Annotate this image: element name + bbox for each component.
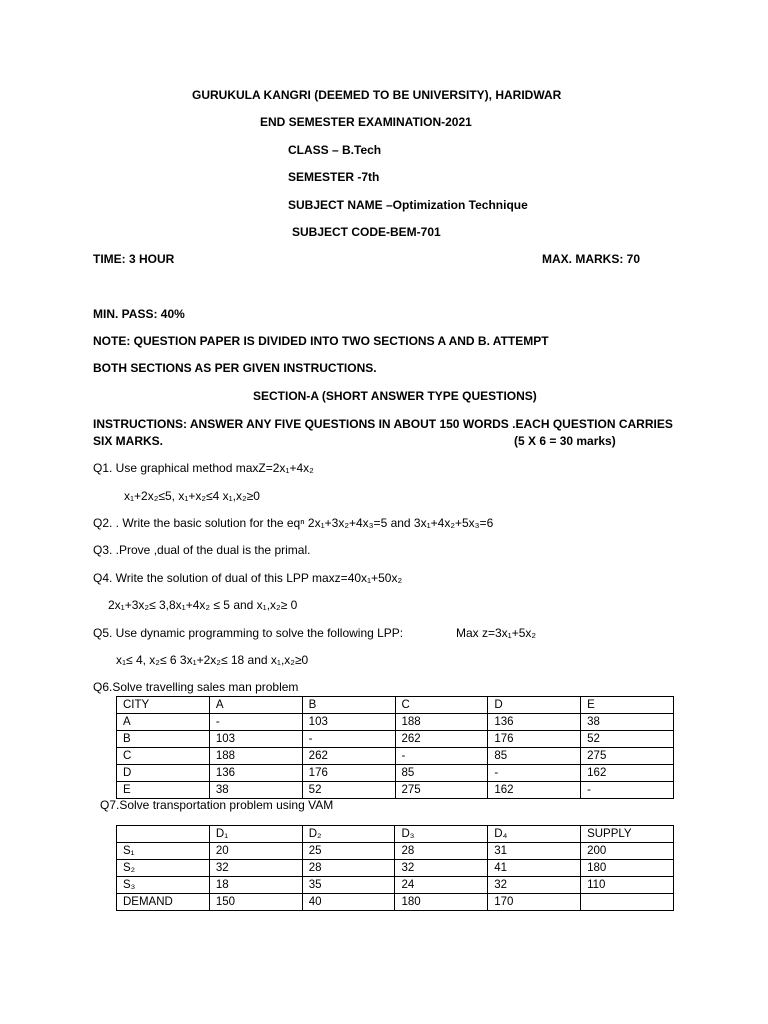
table-cell: 85 xyxy=(488,748,581,765)
table-cell: 262 xyxy=(395,731,488,748)
tsp-header-cell: A xyxy=(209,697,302,714)
table-row xyxy=(117,894,674,911)
question-5: Q5. Use dynamic programming to solve the following LPP: xyxy=(93,626,404,640)
tsp-header-cell: CITY xyxy=(117,697,210,714)
table-row xyxy=(117,782,674,799)
transport-header-cell: SUPPLY xyxy=(581,826,674,843)
table-cell: 32 xyxy=(209,860,302,877)
subject-name-line: SUBJECT NAME –Optimization Technique xyxy=(288,198,528,212)
table-cell: 103 xyxy=(209,731,302,748)
table-cell: A xyxy=(117,714,210,731)
university-title: GURUKULA KANGRI (DEEMED TO BE UNIVERSITY), HARIDWAR xyxy=(192,88,562,102)
question-6: Q6.Solve travelling sales man problem xyxy=(93,680,299,694)
table-cell: 25 xyxy=(302,843,395,860)
table-cell: S₂ xyxy=(117,860,210,877)
table-cell: 31 xyxy=(488,843,581,860)
tsp-header-cell: D xyxy=(488,697,581,714)
tsp-header-cell: B xyxy=(302,697,395,714)
max-marks-line: MAX. MARKS: 70 xyxy=(542,252,641,266)
transport-header-cell: D₄ xyxy=(488,826,581,843)
table-cell: E xyxy=(117,782,210,799)
table-cell: - xyxy=(395,748,488,765)
table-cell: 162 xyxy=(488,782,581,799)
table-row xyxy=(117,748,674,765)
class-line: CLASS – B.Tech xyxy=(288,143,382,157)
table-row xyxy=(117,860,674,877)
table-cell: 52 xyxy=(581,731,674,748)
table-cell: 176 xyxy=(302,765,395,782)
instructions-line-2: SIX MARKS. xyxy=(93,434,164,448)
table-cell: D xyxy=(117,765,210,782)
table-cell: 176 xyxy=(488,731,581,748)
table-cell: - xyxy=(581,782,674,799)
table-cell: 180 xyxy=(581,860,674,877)
table-cell: - xyxy=(488,765,581,782)
table-row xyxy=(117,765,674,782)
table-cell: 103 xyxy=(302,714,395,731)
section-a-title: SECTION-A (SHORT ANSWER TYPE QUESTIONS) xyxy=(253,389,537,403)
question-4: Q4. Write the solution of dual of this LPP maxz=40x₁+50x₂ xyxy=(93,571,403,585)
table-cell: 41 xyxy=(488,860,581,877)
table-cell: 28 xyxy=(302,860,395,877)
table-cell: 262 xyxy=(302,748,395,765)
table-cell: B xyxy=(117,731,210,748)
note-line-2: BOTH SECTIONS AS PER GIVEN INSTRUCTIONS. xyxy=(93,361,377,375)
transport-header-cell xyxy=(117,826,210,843)
question-7: Q7.Solve transportation problem using VAM xyxy=(100,798,334,812)
question-1: Q1. Use graphical method maxZ=2x₁+4x₂ xyxy=(93,461,314,475)
table-cell: 38 xyxy=(209,782,302,799)
question-3: Q3. .Prove ,dual of the dual is the primal. xyxy=(93,543,311,557)
table-cell: 188 xyxy=(209,748,302,765)
tsp-header-row xyxy=(117,697,674,714)
table-cell: 170 xyxy=(488,894,581,911)
table-cell: 275 xyxy=(581,748,674,765)
exam-title: END SEMESTER EXAMINATION-2021 xyxy=(260,115,472,129)
transport-header-cell: D₁ xyxy=(209,826,302,843)
table-cell: 18 xyxy=(209,877,302,894)
transport-header-cell: D₂ xyxy=(302,826,395,843)
transport-table xyxy=(116,825,674,911)
subject-code-line: SUBJECT CODE-BEM-701 xyxy=(292,225,441,239)
table-cell: 35 xyxy=(302,877,395,894)
table-cell: 110 xyxy=(581,877,674,894)
table-cell: - xyxy=(209,714,302,731)
table-cell: 52 xyxy=(302,782,395,799)
table-row xyxy=(117,714,674,731)
min-pass-line: MIN. PASS: 40% xyxy=(93,307,185,321)
table-cell: 28 xyxy=(395,843,488,860)
table-cell: 136 xyxy=(488,714,581,731)
question-5-constraints: x₁≤ 4, x₂≤ 6 3x₁+2x₂≤ 18 and x₁,x₂≥0 xyxy=(116,653,309,667)
table-cell: 20 xyxy=(209,843,302,860)
table-cell: S₁ xyxy=(117,843,210,860)
table-cell: 24 xyxy=(395,877,488,894)
table-cell: 85 xyxy=(395,765,488,782)
table-cell: 180 xyxy=(395,894,488,911)
section-a-marks: (5 X 6 = 30 marks) xyxy=(514,434,616,448)
instructions-line-1: INSTRUCTIONS: ANSWER ANY FIVE QUESTIONS IN ABOUT 150 WORDS .EACH QUESTION CARRIES xyxy=(93,417,673,431)
table-cell: 32 xyxy=(488,877,581,894)
semester-line: SEMESTER -7th xyxy=(288,170,380,184)
table-cell: 32 xyxy=(395,860,488,877)
question-1-constraints: x₁+2x₂≤5, x₁+x₂≤4 x₁,x₂≥0 xyxy=(124,489,260,503)
table-cell: - xyxy=(302,731,395,748)
table-cell: 40 xyxy=(302,894,395,911)
table-cell: C xyxy=(117,748,210,765)
table-row xyxy=(117,843,674,860)
table-cell: S₃ xyxy=(117,877,210,894)
transport-header-row xyxy=(117,826,674,843)
table-row xyxy=(117,877,674,894)
tsp-header-cell: C xyxy=(395,697,488,714)
table-cell: 200 xyxy=(581,843,674,860)
table-cell: 150 xyxy=(209,894,302,911)
transport-header-cell: D₃ xyxy=(395,826,488,843)
tsp-table xyxy=(116,696,674,799)
table-cell: 162 xyxy=(581,765,674,782)
question-5-objective: Max z=3x₁+5x₂ xyxy=(456,626,537,640)
table-cell xyxy=(581,894,674,911)
table-cell: 275 xyxy=(395,782,488,799)
time-line: TIME: 3 HOUR xyxy=(93,252,175,266)
table-cell: 136 xyxy=(209,765,302,782)
tsp-header-cell: E xyxy=(581,697,674,714)
note-line-1: NOTE: QUESTION PAPER IS DIVIDED INTO TWO SECTIONS A AND B. ATTEMPT xyxy=(93,334,549,348)
table-row xyxy=(117,731,674,748)
table-cell: DEMAND xyxy=(117,894,210,911)
question-4-constraints: 2x₁+3x₂≤ 3,8x₁+4x₂ ≤ 5 and x₁,x₂≥ 0 xyxy=(108,598,298,612)
table-cell: 38 xyxy=(581,714,674,731)
question-2: Q2. . Write the basic solution for the eqⁿ 2x₁+3x₂+4x₃=5 and 3x₁+4x₂+5x₃=6 xyxy=(93,516,494,530)
table-cell: 188 xyxy=(395,714,488,731)
